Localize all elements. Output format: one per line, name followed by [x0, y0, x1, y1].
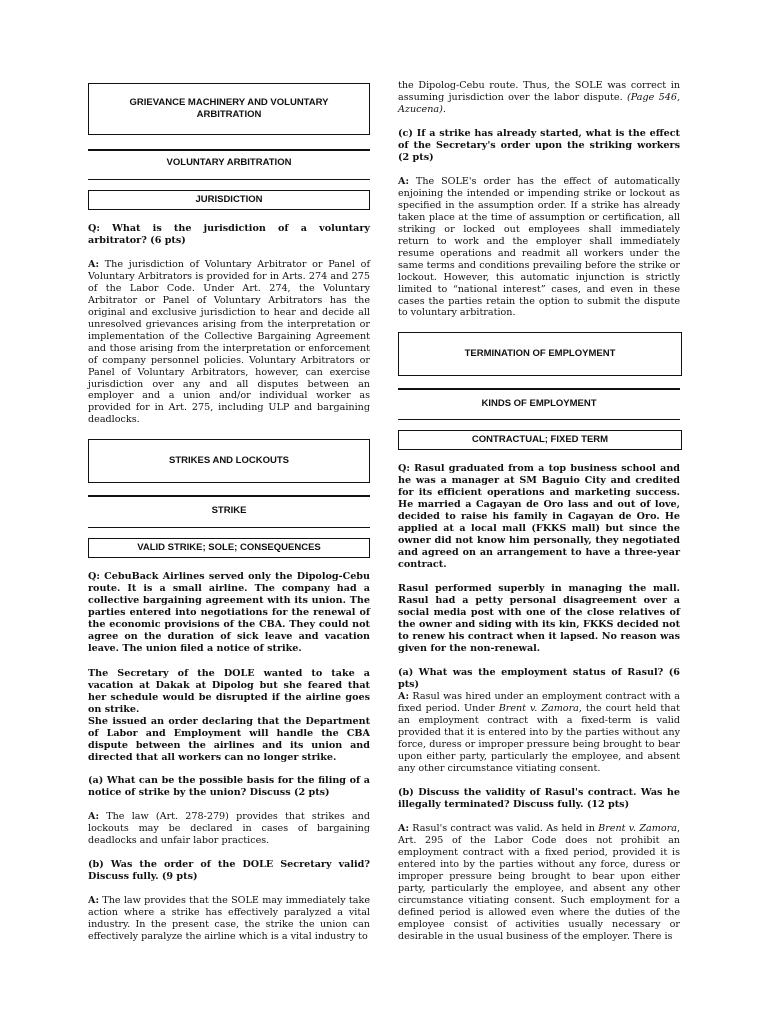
answer-label: A:	[398, 823, 409, 834]
subheading-kinds-of-employment: KINDS OF EMPLOYMENT	[481, 398, 597, 409]
answer-text: Rasul's contract was valid. As held in	[409, 823, 599, 834]
sub-question-text: (a) What can be the possible basis for the filing of a notice of strike by the union? Discuss (2 pts)	[88, 775, 370, 798]
topic-box-valid-strike	[88, 538, 370, 558]
answer-paragraph	[88, 259, 370, 426]
question-rasul	[398, 463, 680, 571]
topic-box-contractual	[398, 430, 682, 450]
section-title-text: STRIKES AND LOCKOUTS	[169, 455, 289, 466]
answer-paragraph	[398, 691, 680, 775]
answer-text: The SOLE's order has the effect of automatically enjoining the intended or impending strike or lockout as specified in the assumption order. If a strike has already taken place at the time of assumption or certification, all striking or locked out employees shall immediately return to work and the employer shall immediately resume operations and readmit all workers under the same terms and conditions prevailing before the strike or lockout. However, this automatic injunction is strictly limited to “national interest” cases, and even in these cases the parties retain the option to submit the dispute to voluntary arbitration.	[398, 176, 680, 319]
question-cebuback-2	[88, 668, 370, 716]
answer-paragraph	[88, 811, 370, 847]
sub-question-c	[398, 128, 680, 164]
question-rasul-2	[398, 583, 680, 655]
answer-jurisdiction	[88, 259, 370, 426]
question-paragraph: Rasul performed superbly in managing the mall. Rasul had a petty personal disagreement over a social media post with one of the close relatives of the owner and siding with its kin, FKKS decided not to renew his contract when it lapsed. No reason was given for the non-renewal.	[398, 583, 680, 654]
sub-question-text: (b) Discuss the validity of Rasul's contract. Was he illegally terminated? Discuss fully. (12 pts)	[398, 787, 680, 810]
answer-paragraph	[398, 176, 680, 319]
section-title-text: TERMINATION OF EMPLOYMENT	[464, 348, 616, 359]
divider	[88, 179, 370, 180]
question-paragraph: Q: CebuBack Airlines served only the Dipolog-Cebu route. It is a small airline. The company had a collective bargaining agreement with its union. The parties entered into negotiations for the renewal of the economic provisions of the CBA. They could not agree on the duration of sick leave and vacation leave. The union filed a notice of strike.	[88, 571, 370, 654]
section-title-strikes-lockouts	[88, 439, 370, 483]
topic-box-text: JURISDICTION	[195, 194, 263, 205]
sub-question-b-rasul	[398, 787, 680, 811]
citation: (Page 546, Azucena).	[398, 91, 681, 115]
answer-paragraph	[398, 80, 680, 116]
divider	[88, 527, 370, 528]
section-title-grievance-machinery	[88, 83, 370, 135]
question-paragraph: Q: Rasul graduated from a top business school and he was a manager at SM Baguio City and credited for its efficient operations and marketing success. He married a Cagayan de Oro lass and out of love, decided to raise his family in Cagayan de Oro. He applied at a local mall (FKKS mall) but since the owner did not know him personally, they negotiated and agreed on an arrangement to have a three-year contract.	[398, 463, 680, 570]
answer-label: A:	[398, 691, 409, 702]
question-jurisdiction	[88, 223, 370, 247]
answer-b-continued	[398, 80, 680, 116]
question-paragraph: She issued an order declaring that the Department of Labor and Employment will handle the CBA dispute between the airlines and its union and directed that all workers can no longer strike.	[88, 716, 370, 763]
sub-question-text: (a) What was the employment status of Rasul? (6 pts)	[398, 667, 680, 690]
divider	[88, 149, 370, 151]
answer-b	[88, 895, 370, 943]
answer-paragraph	[398, 823, 680, 943]
topic-box-jurisdiction	[88, 190, 370, 210]
case-name: Brent v. Zamora	[498, 702, 579, 714]
sub-question-text: (b) Was the order of the DOLE Secretary valid? Discuss fully. (9 pts)	[88, 859, 370, 882]
question-paragraph: The Secretary of the DOLE wanted to take a vacation at Dakak at Dipolog but she feared that her schedule would be disrupted if the airline goes on strike.	[88, 668, 370, 715]
answer-text: The law provides that the SOLE may immediately take action where a strike has effectively paralyzed a vital industry. In the present case, the strike the union can effectively paralyze the airline which is a vital industry to	[88, 895, 370, 942]
section-title-text: GRIEVANCE MACHINERY AND VOLUNTARY ARBITRATION	[129, 97, 329, 120]
answer-c	[398, 176, 680, 319]
divider	[398, 388, 680, 390]
answer-text: , the court held that an employment contract with a fixed-term is valid provided that it is entered into by the parties without any force, duress or improper pressure being brought to bear upon either party, particularly the employee, and absent any other circumstance vitiating consent.	[398, 702, 681, 774]
sub-question-b	[88, 859, 370, 883]
answer-b-rasul	[398, 823, 680, 943]
answer-label: A:	[398, 176, 409, 187]
case-name: Brent v. Zamora	[598, 823, 677, 834]
answer-text: the Dipolog-Cebu route. Thus, the SOLE was correct in assuming jurisdiction over the labor dispute.	[398, 80, 680, 103]
divider	[398, 419, 680, 420]
subheading-voluntary-arbitration: VOLUNTARY ARBITRATION	[166, 157, 292, 168]
answer-label: A:	[88, 811, 99, 822]
divider	[88, 495, 370, 497]
question-cebuback-3	[88, 716, 370, 764]
answer-label: A:	[88, 259, 99, 270]
section-title-termination	[398, 332, 682, 376]
sub-question-a	[88, 775, 370, 799]
answer-text: The jurisdiction of Voluntary Arbitrator or Panel of Voluntary Arbitrators is provided for in Arts. 274 and 275 of the Labor Code. Under Art. 274, the Voluntary Arbitrator or Panel of Voluntary Arbitrators has the original and exclusive jurisdiction to hear and decide all unresolved grievances arising from the interpretation or implementation of the Collective Bargaining Agreement and those arising from the interpretation or enforcement of company personnel policies. Voluntary Arbitrators or Panel of Voluntary Arbitrators, however, can exercise jurisdiction over any and all disputes between an employer and a union and/or individual worker as provided for in Art. 275, including ULP and bargaining deadlocks.	[88, 259, 370, 426]
answer-a	[88, 811, 370, 847]
topic-box-text: VALID STRIKE; SOLE; CONSEQUENCES	[137, 542, 321, 553]
answer-a-rasul	[398, 691, 680, 775]
topic-box-text: CONTRACTUAL; FIXED TERM	[471, 434, 609, 445]
answer-text: , Art. 295 of the Labor Code does not prohibit an employment contract with a fixed period, provided it is entered into by the parties without any force, duress or improper pressure being brought to bear upon either party, particularly the employee, and absent any other circumstance vitiating consent. Such employment for a defined period is allowed even where the duties of the employee consist of activities usually necessary or desirable in the usual business of the employer. There is	[398, 823, 680, 942]
answer-text: Rasul was hired under an employment contract with a fixed period. Under	[398, 691, 680, 714]
question-cebuback	[88, 571, 370, 655]
subheading-strike: STRIKE	[211, 505, 247, 516]
answer-text: The law (Art. 278-279) provides that strikes and lockouts may be declared in cases of bargaining deadlocks and unfair labor practices.	[88, 811, 370, 846]
answer-paragraph	[88, 895, 370, 943]
question-text: Q: What is the jurisdiction of a voluntary arbitrator? (6 pts)	[88, 223, 370, 246]
sub-question-a-rasul	[398, 667, 680, 691]
sub-question-text: (c) If a strike has already started, what is the effect of the Secretary's order upon the striking workers (2 pts)	[398, 128, 680, 163]
answer-label: A:	[88, 895, 99, 906]
